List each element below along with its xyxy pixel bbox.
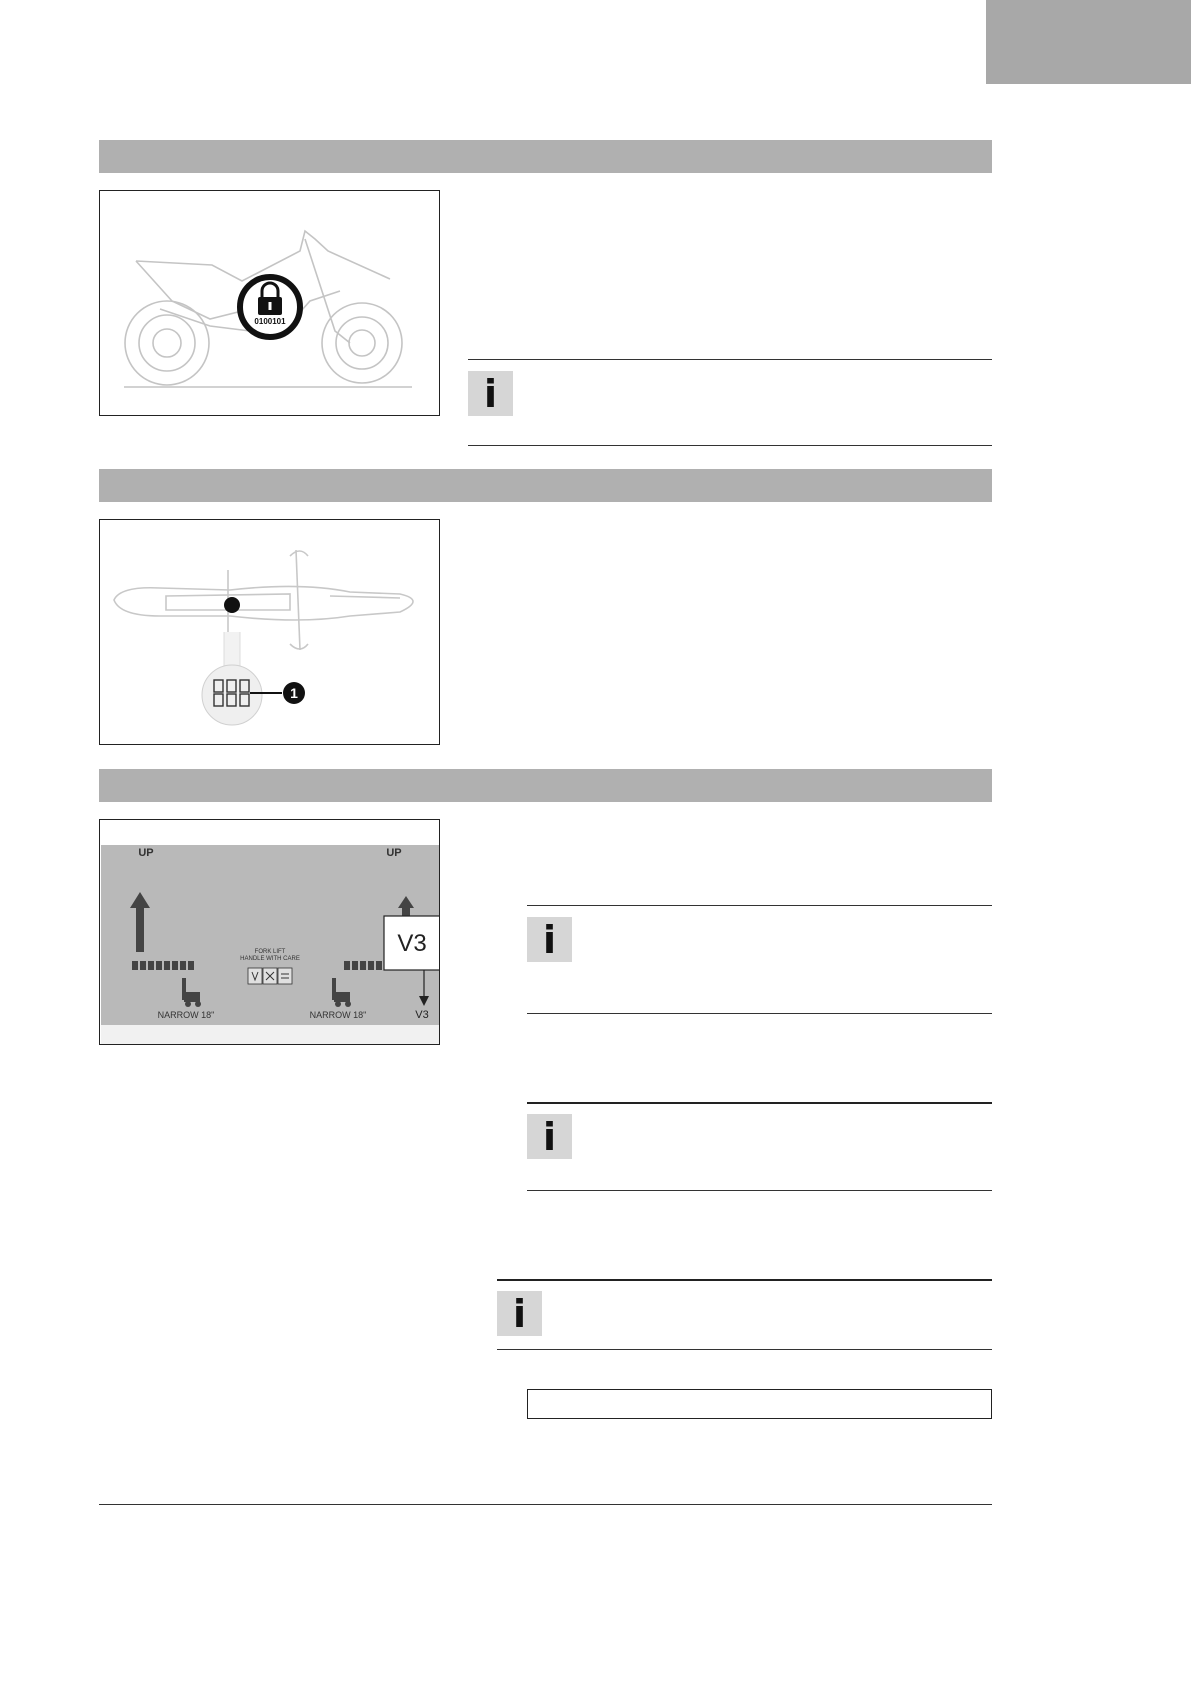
info-rule-bottom-2 [527, 1013, 992, 1014]
callout-number: 1 [290, 685, 298, 701]
figure-motorcycle-lock [99, 190, 440, 416]
lock-badge [240, 277, 300, 337]
narrow-label-left: NARROW 18" [157, 1010, 215, 1020]
chapter-tab [986, 0, 1191, 84]
motorcycle-top-view-illustration [100, 520, 440, 745]
info-rule-bottom-1 [468, 445, 992, 446]
info-rule-top-4 [497, 1279, 992, 1281]
handling-text-line1: FORK LIFT [254, 949, 286, 955]
info-rule-top-2 [527, 905, 992, 906]
narrow-label-right: NARROW 18" [309, 1010, 367, 1020]
info-icon: i [497, 1291, 542, 1336]
footer-rule [99, 1504, 992, 1505]
version-small-label: V3 [415, 1009, 429, 1021]
handling-text-line2: HANDLE WITH CARE [240, 956, 300, 962]
section-bar-2 [99, 469, 992, 502]
handling-symbols-icon [248, 968, 292, 984]
packaging-label-illustration [100, 820, 440, 1045]
lock-code-label: 0100101 [254, 317, 286, 326]
info-icon: i [468, 371, 513, 416]
info-rule-top-1 [468, 359, 992, 360]
figure-motorcycle-top-view [99, 519, 440, 745]
info-rule-top-3 [527, 1102, 992, 1104]
section-bar-3 [99, 769, 992, 802]
motorcycle-lock-illustration [100, 191, 440, 416]
empty-value-box [527, 1389, 992, 1419]
section-bar-1 [99, 140, 992, 173]
figure-packaging-label [99, 819, 440, 1045]
info-rule-bottom-4 [497, 1349, 992, 1350]
version-box-label: V3 [397, 930, 427, 957]
info-rule-bottom-3 [527, 1190, 992, 1191]
info-icon: i [527, 917, 572, 962]
up-label-left: UP [138, 847, 154, 859]
up-label-right: UP [386, 847, 402, 859]
info-icon: i [527, 1114, 572, 1159]
